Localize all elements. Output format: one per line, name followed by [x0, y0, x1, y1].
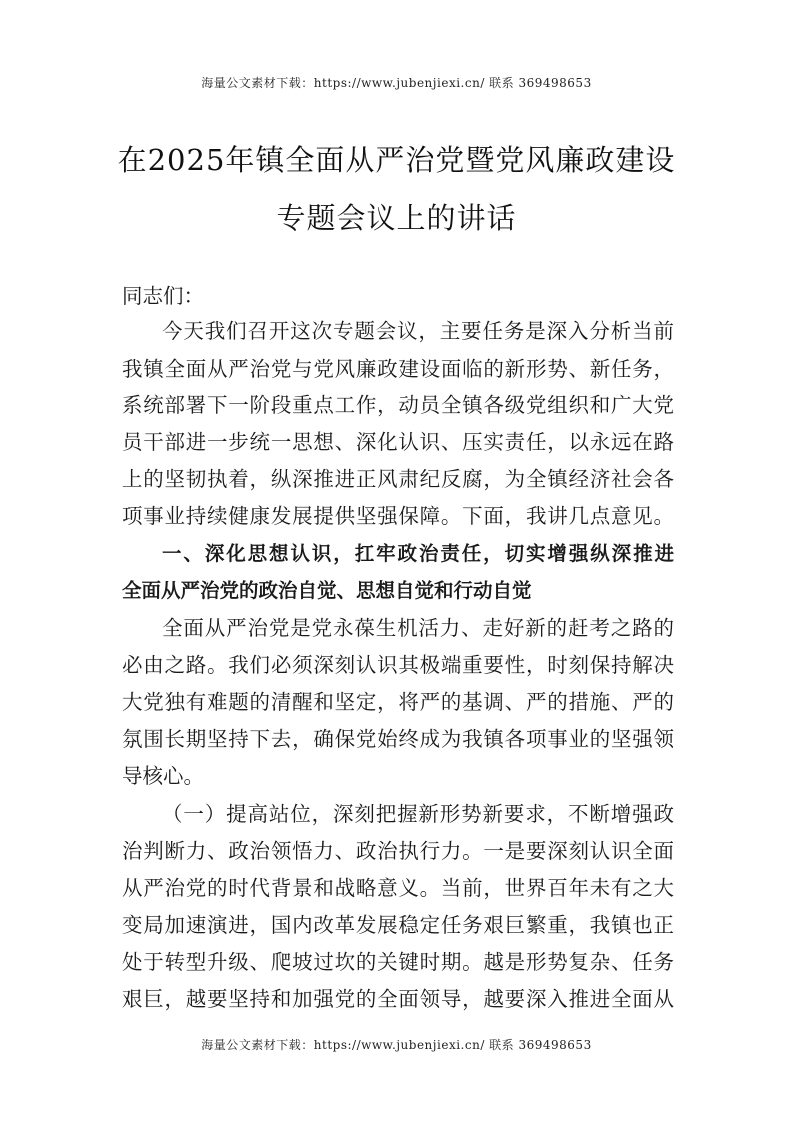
- paragraph-3-line: 从严治党的时代背景和战略意义。当前，世界百年未有之大: [122, 876, 674, 900]
- paragraph-1-line: 上的坚韧执着，纵深推进正风肃纪反腐，为全镇经济社会各: [122, 467, 674, 491]
- paragraph-2-line: 全面从严治党是党永葆生机活力、走好新的赶考之路的: [162, 616, 674, 640]
- header-note: 海量公文素材下载：https://www.jubenjiexi.cn/ 联系 369498653: [201, 76, 592, 90]
- paragraph-3-line: 处于转型升级、爬坡过坎的关键时期。越是形势复杂、任务: [122, 950, 674, 974]
- paragraph-3-line: （一）提高站位，深刻把握新形势新要求，不断增强政: [162, 802, 674, 826]
- paragraph-2-line: 大党独有难题的清醒和坚定，将严的基调、严的措施、严的: [122, 690, 674, 714]
- paragraph-1-line: 今天我们召开这次专题会议，主要任务是深入分析当前: [162, 319, 674, 343]
- paragraph-1-line: 系统部署下一阶段重点工作，动员全镇各级党组织和广大党: [122, 393, 674, 417]
- paragraph-3-line: 治判断力、政治领悟力、政治执行力。一是要深刻认识全面: [122, 839, 674, 863]
- paragraph-1-line: 我镇全面从严治党与党风廉政建设面临的新形势、新任务，: [122, 357, 674, 381]
- paragraph-1-line: 项事业持续健康发展提供坚强保障。下面，我讲几点意见。: [122, 504, 674, 528]
- paragraph-2-line: 导核心。: [122, 764, 204, 788]
- document-title-line-2: 专题会议上的讲话: [276, 201, 517, 235]
- paragraph-2-line: 氛围长期坚持下去，确保党始终成为我镇各项事业的坚强领: [122, 727, 674, 751]
- paragraph-3-line: 艰巨，越要坚持和加强党的全面领导，越要深入推进全面从: [122, 987, 674, 1011]
- paragraph-3-line: 变局加速演进，国内改革发展稳定任务艰巨繁重，我镇也正: [122, 913, 674, 937]
- section-heading-line: 全面从严治党的政治自觉、思想自觉和行动自觉: [122, 579, 532, 602]
- section-heading-line: 一、深化思想认识，扛牢政治责任，切实增强纵深推进: [162, 542, 674, 565]
- paragraph-1-line: 员干部进一步统一思想、深化认识、压实责任，以永远在路: [122, 430, 674, 454]
- document-title-line-1: 在2025年镇全面从严治党暨党风廉政建设: [117, 143, 676, 177]
- footer-note: 海量公文素材下载：https://www.jubenjiexi.cn/ 联系 369498653: [201, 1038, 592, 1052]
- salutation: 同志们：: [122, 284, 204, 308]
- paragraph-2-line: 必由之路。我们必须深刻认识其极端重要性，时刻保持解决: [122, 653, 674, 677]
